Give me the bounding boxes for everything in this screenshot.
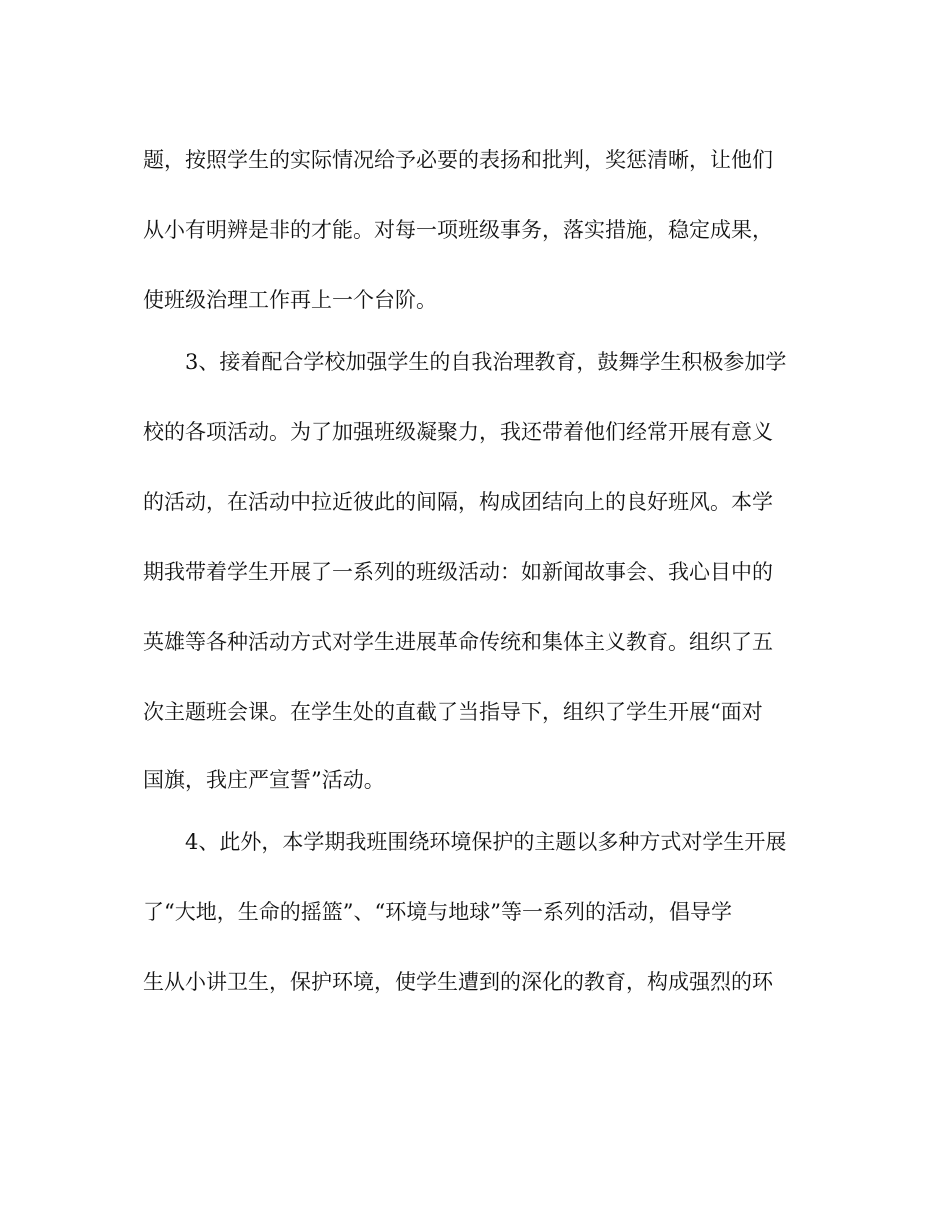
text-line: 从小有明辨是非的才能。对每一项班级事务，落实措施，稳定成果， [143,218,773,242]
text-line: 的活动，在活动中拉近彼此的间隔，构成团结向上的良好班风。本学 [143,490,773,514]
text-line: 了“大地，生命的摇篮”、“环境与地球”等一系列的活动，倡导学 [143,900,732,924]
paragraph-3-first-line: 3、接着配合学校加强学生的自我治理教育，鼓舞学生积极参加学 [185,350,787,374]
text-line: 国旗，我庄严宣誓”活动。 [143,768,385,792]
text-line: 校的各项活动。为了加强班级凝聚力，我还带着他们经常开展有意义 [143,420,773,444]
text-line: 英雄等各种活动方式对学生进展革命传统和集体主义教育。组织了五 [143,630,773,654]
text-line: 次主题班会课。在学生处的直截了当指导下，组织了学生开展“面对 [143,700,763,724]
text-line: 生从小讲卫生，保护环境，使学生遭到的深化的教育，构成强烈的环 [143,970,773,994]
text-line: 题，按照学生的实际情况给予必要的表扬和批判，奖惩清晰，让他们 [143,148,773,172]
text-line: 使班级治理工作再上一个台阶。 [143,288,437,312]
paragraph-4-first-line: 4、此外，本学期我班围绕环境保护的主题以多种方式对学生开展 [185,830,787,854]
text-line: 期我带着学生开展了一系列的班级活动：如新闻故事会、我心目中的 [143,560,773,584]
